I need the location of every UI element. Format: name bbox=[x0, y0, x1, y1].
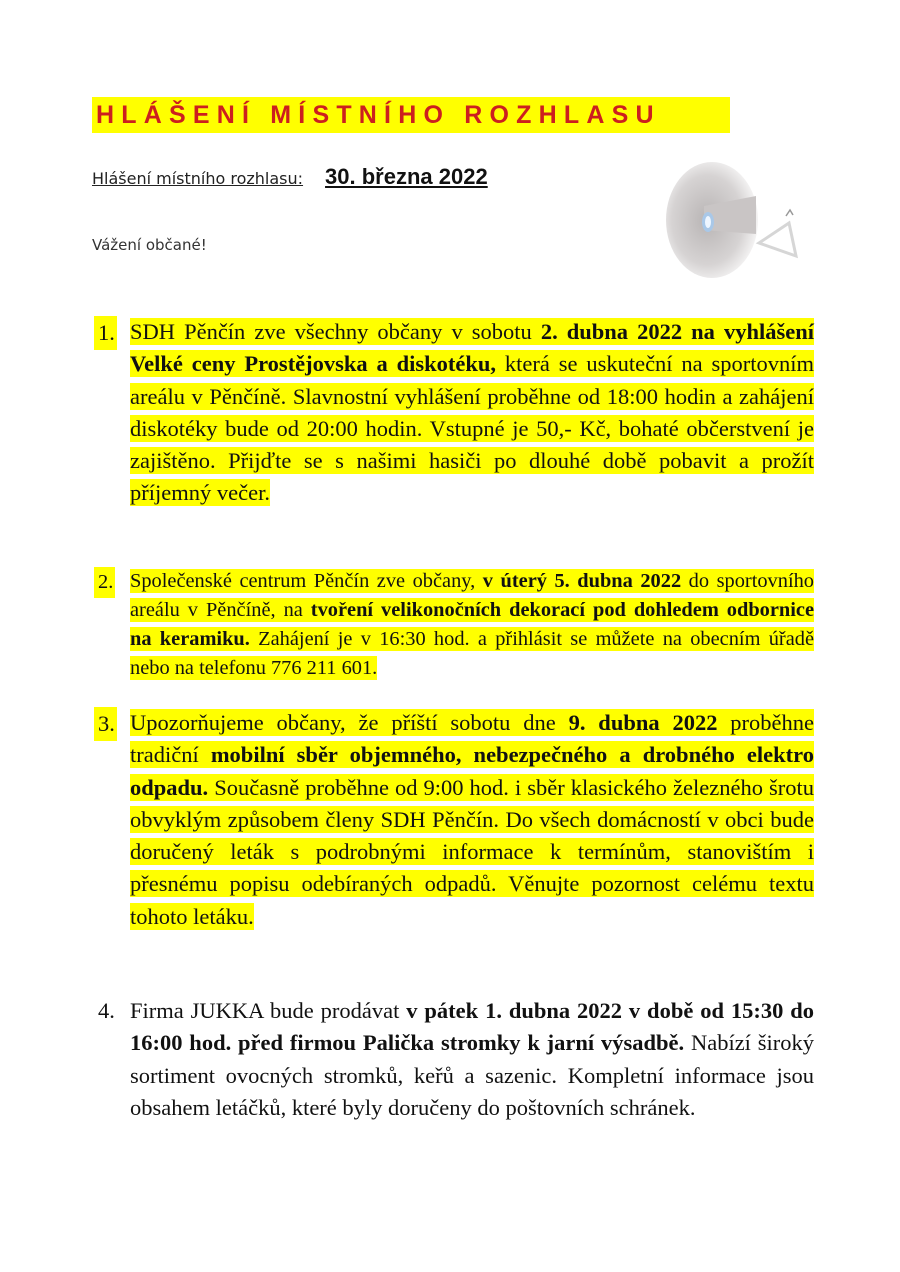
text-part-bold: mobilní sběr objemného, nebezpečného a drobného elektro odpadu. bbox=[130, 742, 814, 800]
text-part: proběhne tradiční bbox=[130, 710, 815, 768]
text-part-bold: 2. dubna 2022 na vyhlášení Velké ceny Prostějovska a diskotéku, bbox=[130, 319, 814, 377]
text-part: která se uskuteční na sportovním areálu v Pěnčíně. Slavnostní vyhlášení proběhne od 18:00 hodin a zahájení diskotéky bude od 20:00 hodin. Vstupné je 50,- Kč, bohaté občerstvení je zajištěno. Přijďte se s našimi hasiči po dlouhé době pobavit a prožít příjemný večer. bbox=[130, 351, 814, 506]
announcement-item-1 bbox=[98, 316, 814, 510]
item-number: 4. bbox=[98, 998, 115, 1023]
item-text bbox=[130, 318, 814, 506]
text-part-bold: v úterý 5. dubna 2022 bbox=[482, 570, 682, 592]
text-part: SDH Pěnčín zve všechny občany v sobotu bbox=[130, 319, 541, 344]
text-part-bold: 9. dubna 2022 bbox=[568, 710, 718, 735]
text-part: Upozorňujeme občany, že příští sobotu dne bbox=[130, 710, 569, 735]
text-part-bold: tvoření velikonočních dekorací pod dohledem odbornice na keramiku. bbox=[130, 599, 815, 650]
announcement-date-line bbox=[92, 164, 488, 190]
greeting: Vážení občané! bbox=[92, 236, 207, 254]
announcement-label: Hlášení místního rozhlasu: bbox=[92, 169, 304, 188]
item-number: 1. bbox=[94, 316, 117, 350]
text-part: Firma JUKKA bude prodávat bbox=[130, 998, 407, 1023]
item-text bbox=[130, 998, 814, 1120]
item-text bbox=[130, 709, 814, 930]
announcement-date: 30. března 2022 bbox=[325, 164, 488, 189]
text-part: Nabízí široký sortiment ovocných stromků, keřů a sazenic. Kompletní informace jsou obsahem letáčků, které byly doručeny do poštovních schránek. bbox=[130, 1030, 814, 1120]
item-number: 3. bbox=[94, 707, 117, 741]
text-part: Společenské centrum Pěnčín zve občany, bbox=[130, 570, 483, 592]
announcement-item-4 bbox=[98, 995, 814, 1124]
announcement-item-3 bbox=[98, 707, 814, 933]
megaphone-icon bbox=[664, 148, 814, 288]
page-title: HLÁŠENÍ MÍSTNÍHO ROZHLASU bbox=[92, 97, 730, 133]
announcement-item-2 bbox=[98, 567, 814, 683]
text-part: do sportovního areálu v Pěnčíně, na bbox=[130, 570, 814, 621]
item-number: 2. bbox=[94, 567, 115, 598]
item-text bbox=[130, 569, 814, 680]
text-part-bold: v pátek 1. dubna 2022 v době od 15:30 do 16:00 hod. před firmou Palička stromky k jarní výsadbě. bbox=[130, 998, 815, 1056]
text-part: Zahájení je v 16:30 hod. a přihlásit se můžete na obecním úřadě nebo na telefonu 776 211 601. bbox=[130, 628, 814, 679]
text-part: Současně proběhne od 9:00 hod. i sběr klasického železného šrotu obvyklým způsobem členy SDH Pěnčín. Do všech domácností v obci bude doručený leták s podrobnými informace k termínům, stanovištím i přesnému popisu odebíraných odpadů. Věnujte pozornost celému textu tohoto letáku. bbox=[130, 774, 814, 929]
